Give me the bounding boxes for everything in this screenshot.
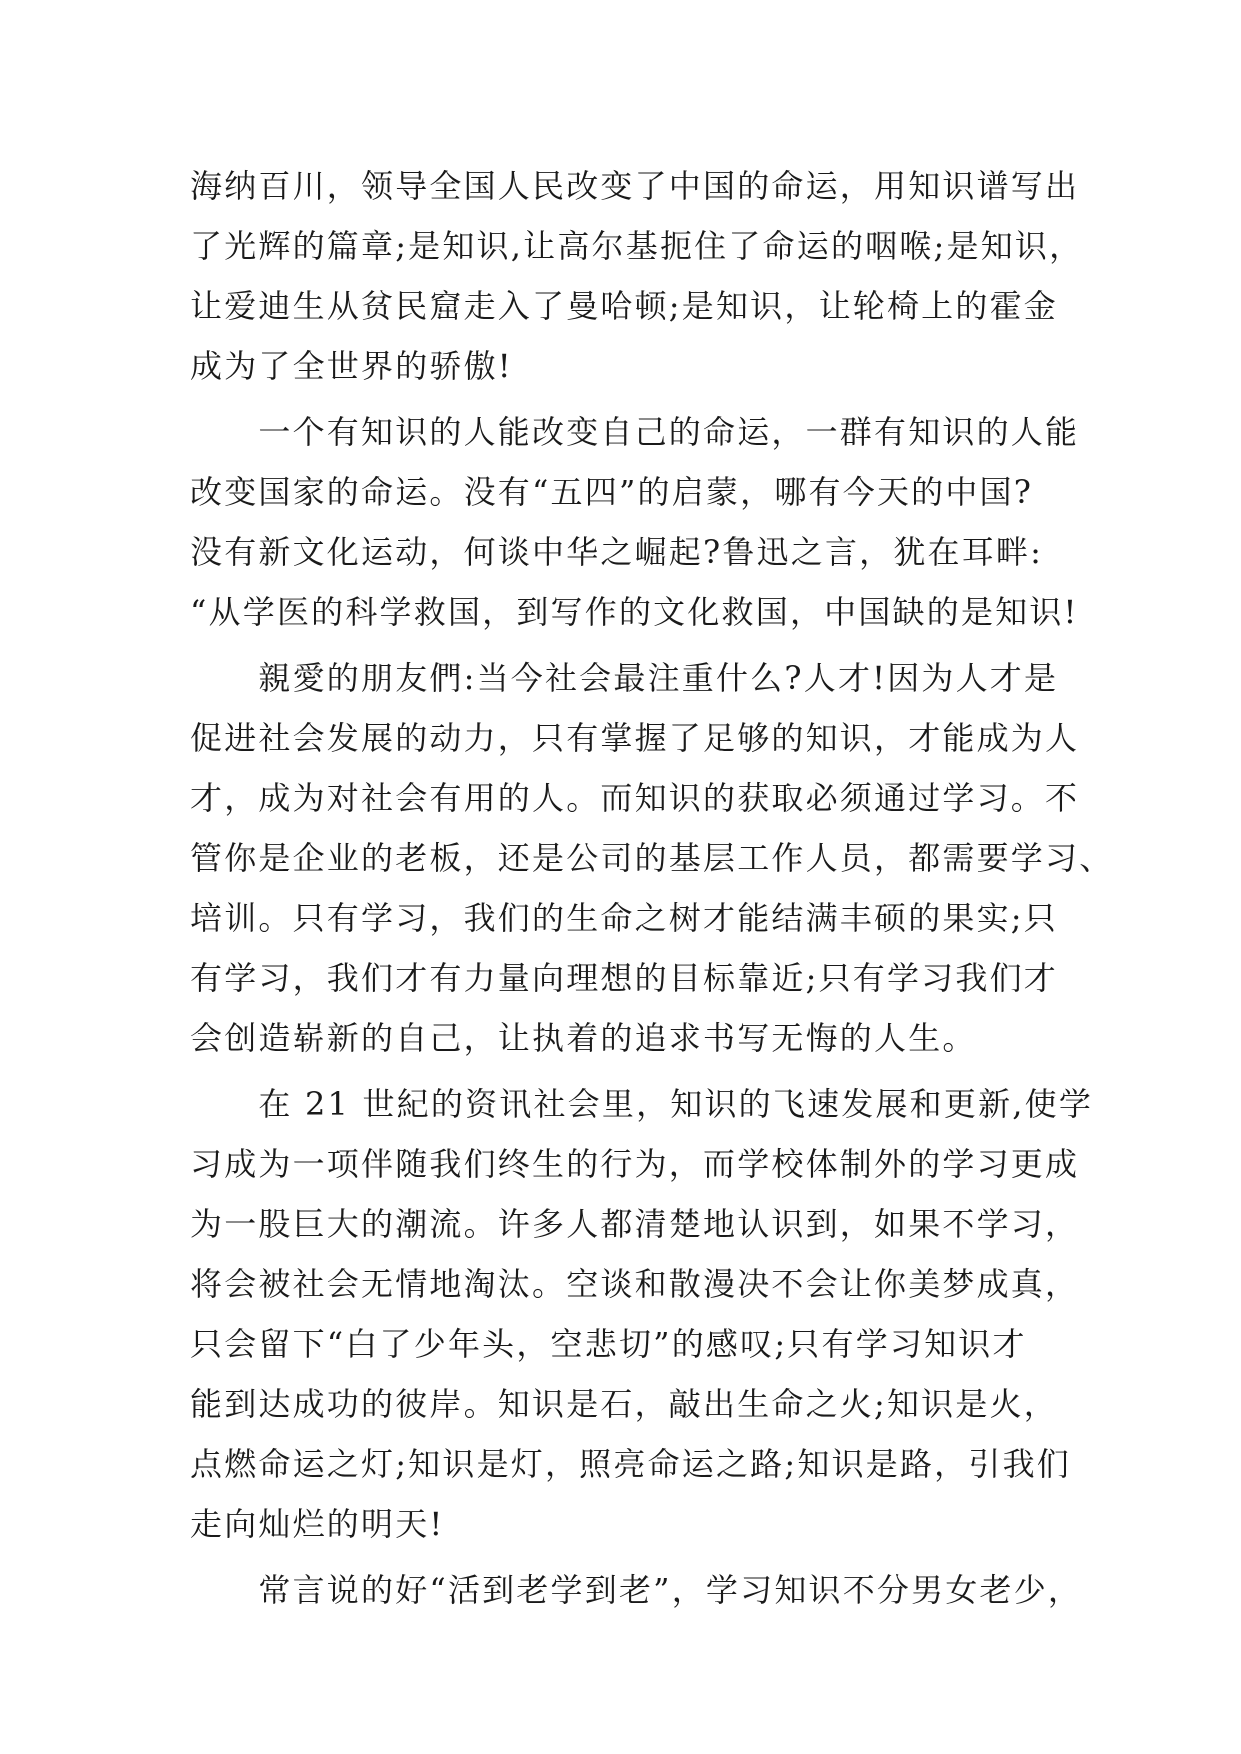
text-line: 管你是企业的老板，还是公司的基层工作人员，都需要学习、: [190, 839, 1114, 877]
text-line: 海纳百川，领导全国人民改变了中国的命运，用知识谱写出: [190, 167, 1080, 205]
paragraph-5: [190, 1560, 1083, 1620]
text-line: 促进社会发展的动力，只有掌握了足够的知识，才能成为人: [190, 719, 1080, 757]
text-line: 親愛的朋友們:当今社会最注重什么?人才!因为人才是: [190, 659, 1059, 697]
text-line: 改变国家的命运。没有“五四”的启蒙，哪有今天的中国?: [190, 473, 1034, 511]
text-line: 只会留下“白了少年头，空悲切”的感叹;只有学习知识才: [190, 1325, 1027, 1363]
document-body: [190, 156, 1114, 1620]
text-line: 在 21 世紀的资讯社会里，知识的飞速发展和更新,使学: [190, 1085, 1094, 1123]
text-line: 会创造崭新的自己，让执着的追求书写无悔的人生。: [190, 1019, 977, 1057]
text-line: 走向灿烂的明天!: [190, 1505, 445, 1543]
text-line: 了光辉的篇章;是知识,让高尔基扼住了命运的咽喉;是知识，: [190, 227, 1084, 265]
text-line: 没有新文化运动，何谈中华之崛起?鲁迅之言，犹在耳畔:: [190, 533, 1044, 571]
text-line: 有学习，我们才有力量向理想的目标靠近;只有学习我们才: [190, 959, 1058, 997]
paragraph-4: [190, 1074, 1094, 1554]
text-line: 才，成为对社会有用的人。而知识的获取必须通过学习。不: [190, 779, 1080, 817]
text-line: 为一股巨大的潮流。许多人都清楚地认识到，如果不学习，: [190, 1205, 1080, 1243]
text-line: 成为了全世界的骄傲!: [190, 347, 513, 385]
text-line: 能到达成功的彼岸。知识是石，敲出生命之火;知识是火，: [190, 1385, 1058, 1423]
text-line: 让爱迪生从贫民窟走入了曼哈顿;是知识，让轮椅上的霍金: [190, 287, 1058, 325]
paragraph-3: [190, 648, 1114, 1068]
text-line: 培训。只有学习，我们的生命之树才能结满丰硕的果实;只: [190, 899, 1058, 937]
text-line: 习成为一项伴随我们终生的行为，而学校体制外的学习更成: [190, 1145, 1080, 1183]
paragraph-1: [190, 156, 1084, 396]
text-line: 一个有知识的人能改变自己的命运，一群有知识的人能: [190, 413, 1080, 451]
text-line: 常言说的好“活到老学到老”，学习知识不分男女老少，: [190, 1571, 1083, 1609]
text-line: 点燃命运之灯;知识是灯，照亮命运之路;知识是路，引我们: [190, 1445, 1071, 1483]
text-line: 将会被社会无情地淘汰。空谈和散漫决不会让你美梦成真，: [190, 1265, 1080, 1303]
paragraph-2: [190, 402, 1080, 642]
text-line: “从学医的科学救国，到写作的文化救国，中国缺的是知识!: [190, 593, 1079, 631]
